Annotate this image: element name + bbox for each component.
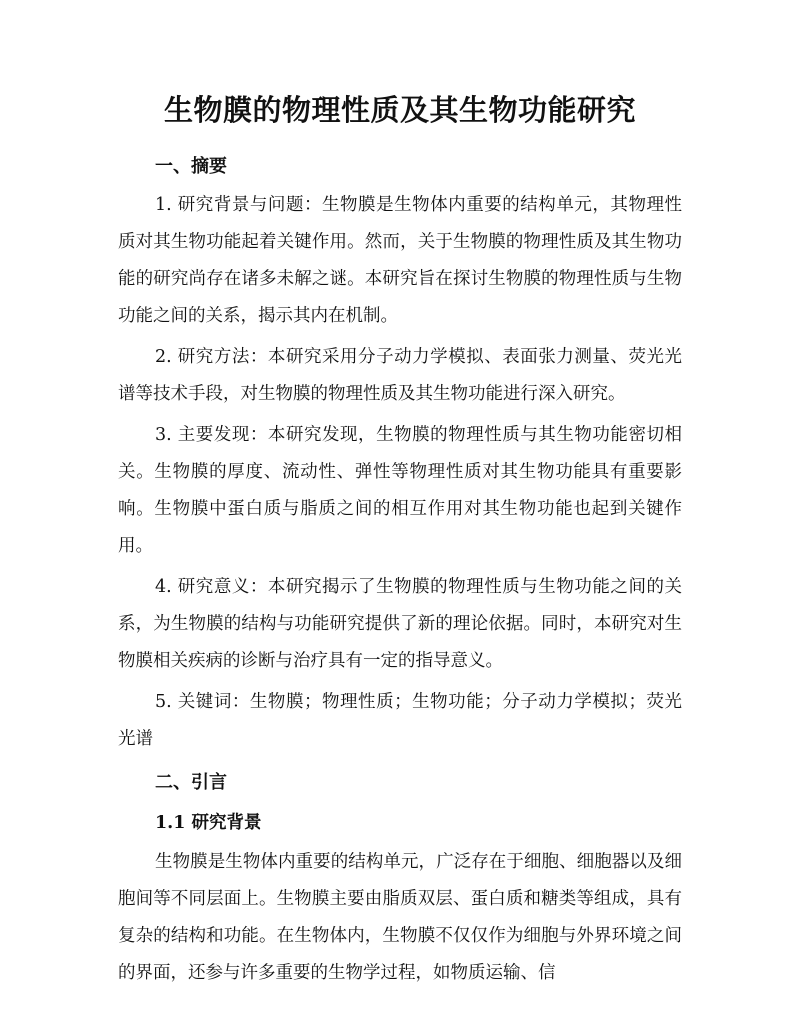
abstract-item-methods: 2. 研究方法：本研究采用分子动力学模拟、表面张力测量、荧光光谱等技术手段，对生物膜的物理性质及其生物功能进行深入研究。 [118,347,682,404]
abstract-item-findings: 3. 主要发现：本研究发现，生物膜的物理性质与其生物功能密切相关。生物膜的厚度、流动性、弹性等物理性质对其生物功能具有重要影响。生物膜中蛋白质与脂质之间的相互作用对其生物功能也起到关键作用。 [118,425,682,556]
research-background-heading: 1.1 研究背景 [155,813,262,833]
abstract-item-significance: 4. 研究意义：本研究揭示了生物膜的物理性质与生物功能之间的关系，为生物膜的结构与功能研究提供了新的理论依据。同时，本研究对生物膜相关疾病的诊断与治疗具有一定的指导意义。 [118,577,682,671]
document-body [118,146,682,996]
introduction-paragraph: 生物膜是生物体内重要的结构单元，广泛存在于细胞、细胞器以及细胞间等不同层面上。生物膜主要由脂质双层、蛋白质和糖类等组成，具有复杂的结构和功能。在生物体内，生物膜不仅仅作为细胞与外界环境之间的界面，还参与许多重要的生物学过程，如物质运输、信 [118,852,682,983]
introduction-heading: 二、引言 [155,772,227,793]
abstract-item-background: 1. 研究背景与问题：生物膜是生物体内重要的结构单元，其物理性质对其生物功能起着关键作用。然而，关于生物膜的物理性质及其生物功能的研究尚存在诸多未解之谜。本研究旨在探讨生物膜的物理性质与生物功能之间的关系，揭示其内在机制。 [118,195,682,326]
abstract-heading: 一、摘要 [155,156,227,177]
abstract-item-keywords: 5. 关键词：生物膜；物理性质；生物功能；分子动力学模拟；荧光光谱 [118,692,682,749]
document-title: 生物膜的物理性质及其生物功能研究 [163,93,636,127]
